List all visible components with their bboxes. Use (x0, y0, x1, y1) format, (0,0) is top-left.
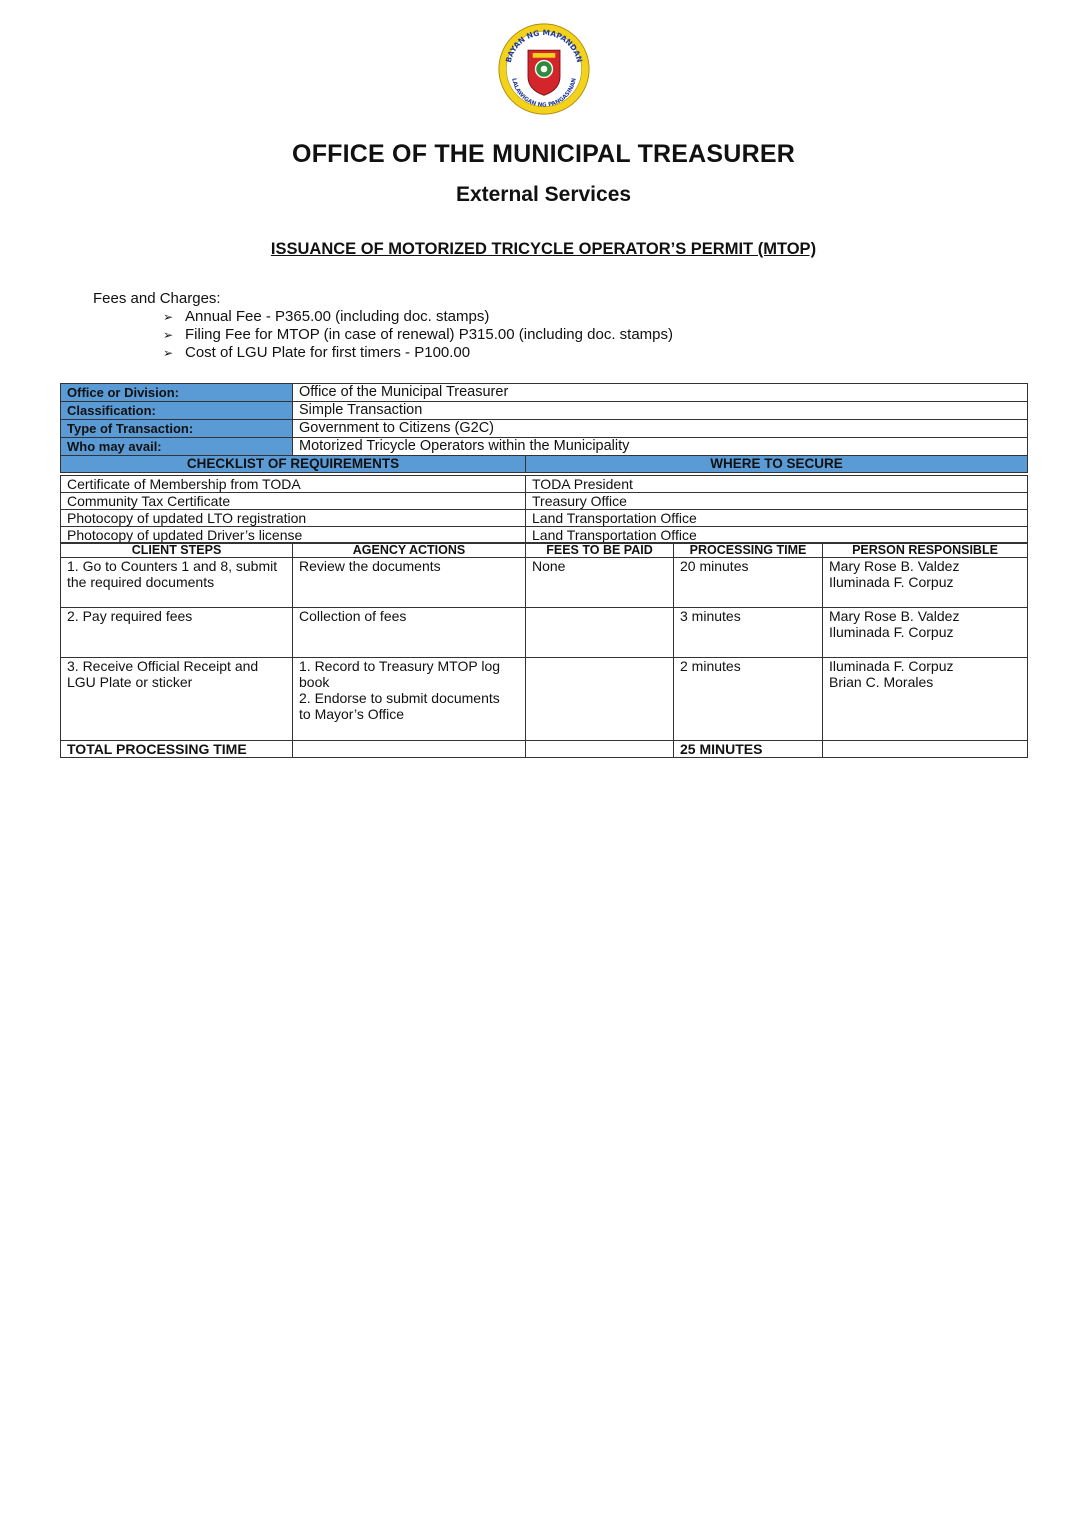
step-row (61, 658, 1028, 741)
total-time: 25 MINUTES (674, 741, 823, 758)
requirement: Photocopy of updated Driver’s license (61, 527, 526, 544)
requirement: Certificate of Membership from TODA (61, 476, 526, 493)
info-value: Motorized Tricycle Operators within the Municipality (293, 438, 1028, 456)
where-to-secure: TODA President (526, 476, 1028, 493)
checklist-header: CHECKLIST OF REQUIREMENTS (61, 456, 526, 473)
seal-text-bottom: LALAWIGAN NG PANGASINAN (510, 77, 578, 109)
person-responsible: Mary Rose B. Valdez Iluminada F. Corpuz (823, 558, 1028, 608)
where-to-secure: Land Transportation Office (526, 527, 1028, 544)
info-label: Type of Transaction: (61, 420, 293, 438)
step-row (61, 558, 1028, 608)
info-label: Who may avail: (61, 438, 293, 456)
person-responsible: Iluminada F. Corpuz Brian C. Morales (823, 658, 1028, 741)
seal-text-top: BAYAN NG MAPANDAN (503, 28, 585, 64)
checklist-row (61, 493, 1028, 510)
agency-actions-header: AGENCY ACTIONS (293, 543, 526, 558)
client-steps-header: CLIENT STEPS (61, 543, 293, 558)
step-row (61, 608, 1028, 658)
municipal-seal-logo (497, 22, 591, 116)
arrow-bullet-icon: ➢ (163, 310, 174, 324)
agency-action: Review the documents (293, 558, 526, 608)
info-row (61, 420, 1028, 438)
checklist-row (61, 527, 1028, 544)
service-title: ISSUANCE OF MOTORIZED TRICYCLE OPERATOR’S PERMIT (MTOP) (270, 240, 817, 258)
fees-header: FEES TO BE PAID (526, 543, 674, 558)
info-value: Simple Transaction (293, 402, 1028, 420)
process-steps-table (60, 542, 1028, 758)
info-label: Office or Division: (61, 384, 293, 402)
page-subtitle: External Services (455, 183, 632, 206)
processing-time: 3 minutes (674, 608, 823, 658)
service-info-table (60, 383, 1028, 473)
client-step: 1. Go to Counters 1 and 8, submit the required documents (61, 558, 293, 608)
where-to-secure: Treasury Office (526, 493, 1028, 510)
client-step: 3. Receive Official Receipt and LGU Plate or sticker (61, 658, 293, 741)
fees-list (163, 308, 673, 362)
requirement: Photocopy of updated LTO registration (61, 510, 526, 527)
total-row (61, 741, 1028, 758)
person-responsible-header: PERSON RESPONSIBLE (823, 543, 1028, 558)
fee (526, 658, 674, 741)
page-title: OFFICE OF THE MUNICIPAL TREASURER (292, 140, 795, 168)
fee-item: ➢ Cost of LGU Plate for first timers - P100.00 (163, 344, 471, 361)
fees-label: Fees and Charges: (93, 290, 221, 307)
agency-action: Collection of fees (293, 608, 526, 658)
arrow-bullet-icon: ➢ (163, 328, 174, 342)
info-row (61, 438, 1028, 456)
fee-item: ➢ Filing Fee for MTOP (in case of renewal) P315.00 (including doc. stamps) (163, 326, 673, 343)
person-responsible: Mary Rose B. Valdez Iluminada F. Corpuz (823, 608, 1028, 658)
processing-time: 20 minutes (674, 558, 823, 608)
info-value: Government to Citizens (G2C) (293, 420, 1028, 438)
info-row (61, 402, 1028, 420)
where-to-secure: Land Transportation Office (526, 510, 1028, 527)
checklist-table (60, 475, 1028, 544)
agency-action: 1. Record to Treasury MTOP log book 2. Endorse to submit documents to Mayor’s Office (293, 658, 526, 741)
fee-item: ➢ Annual Fee - P365.00 (including doc. stamps) (163, 308, 490, 325)
processing-time-header: PROCESSING TIME (674, 543, 823, 558)
where-to-secure-header: WHERE TO SECURE (526, 456, 1028, 473)
requirement: Community Tax Certificate (61, 493, 526, 510)
info-value: Office of the Municipal Treasurer (293, 384, 1028, 402)
client-step: 2. Pay required fees (61, 608, 293, 658)
total-label: TOTAL PROCESSING TIME (61, 741, 293, 758)
arrow-bullet-icon: ➢ (163, 346, 174, 360)
info-label: Classification: (61, 402, 293, 420)
fee (526, 608, 674, 658)
info-row (61, 384, 1028, 402)
checklist-row (61, 510, 1028, 527)
checklist-header-row (61, 456, 1028, 473)
processing-time: 2 minutes (674, 658, 823, 741)
steps-header-row (61, 543, 1028, 558)
checklist-row (61, 476, 1028, 493)
fee: None (526, 558, 674, 608)
